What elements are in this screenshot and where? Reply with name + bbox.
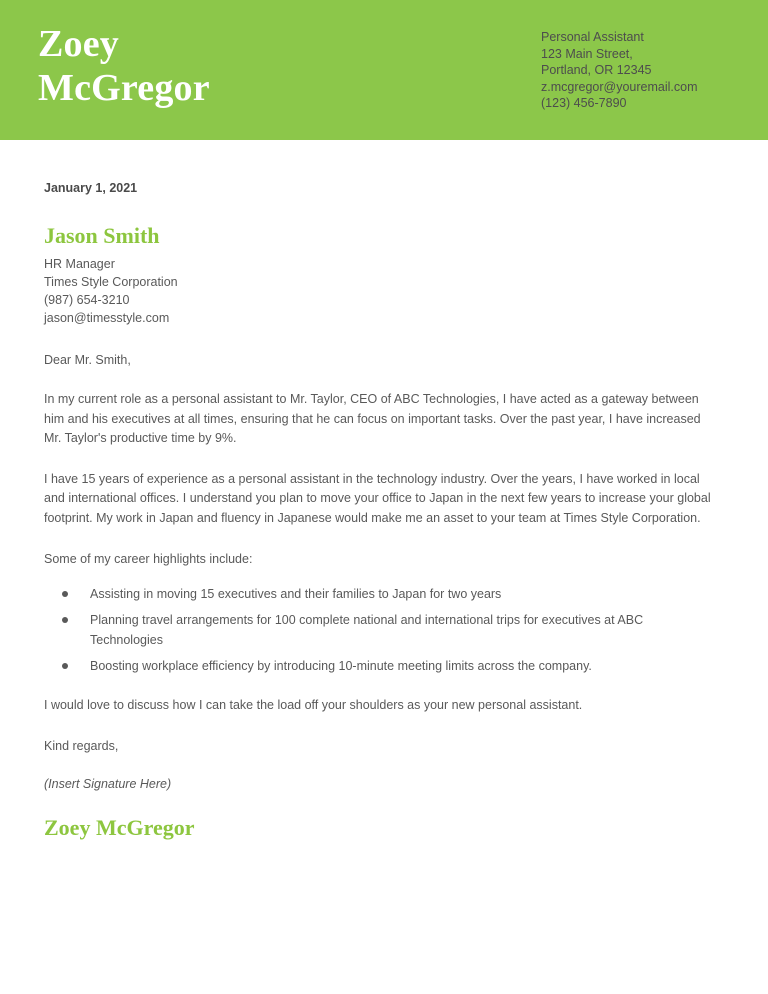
list-item (44, 656, 714, 676)
signature-name: Zoey McGregor (44, 815, 195, 840)
sender-name (38, 22, 458, 110)
sender-address-line-2: Portland, OR 12345 (541, 63, 652, 78)
highlights-intro: Some of my career highlights include: (44, 552, 253, 566)
sender-name-line-2: McGregor (38, 67, 210, 109)
signature-placeholder: (Insert Signature Here) (44, 777, 172, 791)
sender-contact-block (541, 29, 756, 112)
letter-date: January 1, 2021 (44, 181, 138, 195)
sender-address-line-1: 123 Main Street, (541, 46, 633, 61)
recipient-details-block (44, 255, 716, 327)
career-highlights-list (44, 584, 716, 676)
list-item (44, 584, 714, 604)
sign-off: Kind regards, (44, 739, 119, 753)
recipient-company: Times Style Corporation (44, 275, 178, 289)
list-item (44, 610, 714, 650)
recipient-email: jason@timesstyle.com (44, 311, 170, 325)
letterhead-banner (0, 0, 768, 140)
recipient-job-title: HR Manager (44, 257, 115, 271)
sender-phone: (123) 456-7890 (541, 96, 627, 111)
closing-paragraph: I would love to discuss how I can take the load off your shoulders as your new personal assistant. (44, 697, 583, 712)
list-item-label: Assisting in moving 15 executives and their families to Japan for two years (90, 586, 502, 601)
bullet-point-icon (62, 617, 68, 623)
letter-body (44, 140, 716, 841)
bullet-point-icon (62, 591, 68, 597)
list-item-label: Boosting workplace efficiency by introducing 10-minute meeting limits across the company. (90, 658, 592, 673)
list-item-label: Planning travel arrangements for 100 complete national and international trips for executives at ABC Technologies (90, 612, 644, 647)
sender-email: z.mcgregor@youremail.com (541, 79, 698, 94)
salutation: Dear Mr. Smith, (44, 353, 131, 367)
sender-name-line-1: Zoey (38, 23, 120, 65)
body-paragraph-1: In my current role as a personal assistant to Mr. Taylor, CEO of ABC Technologies, I have acted as a gateway between him and his executives at all times, ensuring that he can focus on important tasks. Over the past year, I have increased Mr. Taylor's productive time by 9%. (44, 392, 701, 445)
sender-job-title: Personal Assistant (541, 30, 644, 44)
bullet-point-icon (62, 663, 68, 669)
recipient-phone: (987) 654-3210 (44, 293, 130, 307)
recipient-name: Jason Smith (44, 223, 160, 248)
body-paragraph-2: I have 15 years of experience as a personal assistant in the technology industry. Over the years, I have worked in local and international offices. I understand you plan to move your office to Japan in the next few years to increase your global footprint. My work in Japan and fluency in Japanese would make me an asset to your team at Times Style Corporation. (44, 471, 711, 525)
